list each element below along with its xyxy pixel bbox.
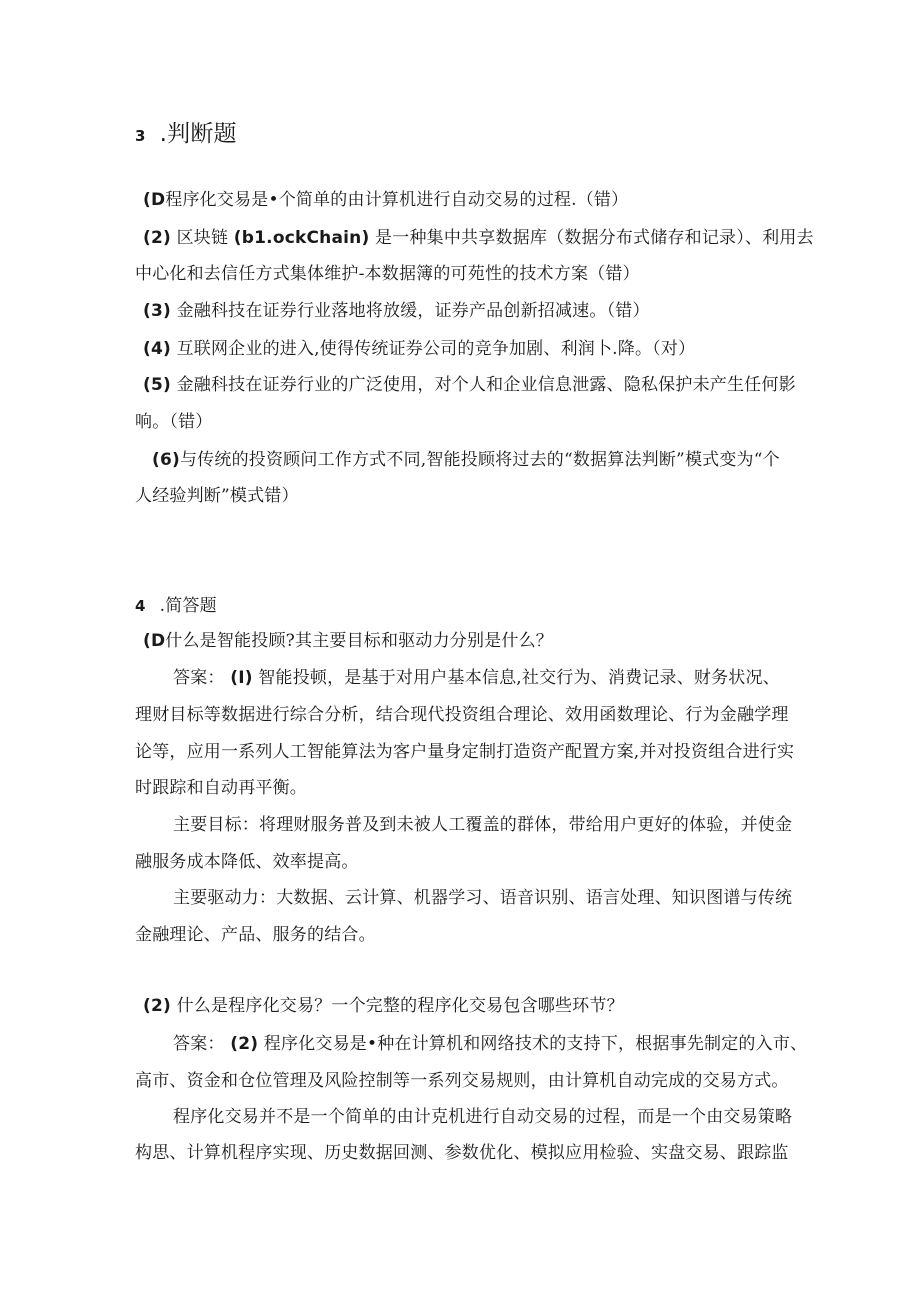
- question-1-marker: (D: [143, 631, 166, 651]
- answer-2-marker: (2): [230, 1034, 259, 1054]
- item-3-text: 金融科技在证券行业落地将放缓，证券产品创新招减速。（错）: [176, 301, 650, 321]
- section-3-heading: [135, 120, 237, 150]
- answer-1-driver-line-2: 金融理论、产品、服务的结合。: [135, 925, 376, 945]
- answer-1-goal-line-1: 主要目标：将理财服务普及到未被人工覆盖的群体，带给用户更好的体验，并使金: [173, 815, 793, 835]
- judgement-item-1: [143, 189, 628, 211]
- answer-1-line-2: 理财目标等数据进行综合分析，结合现代投资组合理论、效用函数理论、行为金融学理: [135, 705, 789, 725]
- answer-2-text-1: 程序化交易是•种在计算机和网络技术的支持下，根据事先制定的入市、: [263, 1034, 808, 1054]
- question-2: [143, 995, 624, 1017]
- answer-2-detail-line-2: 构思、计算机程序实现、历史数据回测、参数优化、模拟应用检验、实盘交易、跟踪监: [135, 1143, 789, 1163]
- item-3-marker: (3): [143, 301, 171, 321]
- judgement-item-5-line-2: 响。（错）: [135, 412, 213, 432]
- answer-1-line-1: [173, 667, 780, 689]
- answer-1-label: 答案：: [173, 668, 225, 688]
- question-1-text: 什么是智能投顾?其主要目标和驱动力分别是什么？: [165, 631, 553, 651]
- judgement-item-5: [143, 374, 796, 396]
- item-2-bold-term: (b1.ockChain): [233, 228, 370, 248]
- judgement-item-2-line-2: 中心化和去信任方式集体维护-本数据簿的可苑性的技术方案（错）: [135, 264, 640, 284]
- answer-2-line-2: 高市、资金和仓位管理及风险控制等一系列交易规则，由计算机自动完成的交易方式。: [135, 1071, 789, 1091]
- answer-2-detail-line-1: 程序化交易并不是一个简单的由计克机进行自动交易的过程，而是一个由交易策略: [173, 1107, 793, 1127]
- answer-1-line-3: 论等，应用一系列人工智能算法为客户量身定制打造资产配置方案,并对投资组合进行实: [135, 742, 795, 762]
- answer-1-marker: (I): [230, 668, 253, 688]
- item-4-marker: (4): [143, 339, 171, 359]
- item-5-marker: (5): [143, 375, 171, 395]
- section-4-title: .简答题: [159, 596, 217, 616]
- item-2-text-pre: 区块链: [176, 228, 229, 248]
- judgement-item-6-line-2: 人经验判断”模式错）: [135, 486, 299, 506]
- item-1-marker: (D: [143, 190, 166, 210]
- item-2-marker: (2): [143, 228, 171, 248]
- item-6-text: 与传统的投资顾问工作方式不同,智能投顾将过去的“数据算法判断”模式变为“个: [179, 450, 780, 470]
- answer-2-label: 答案：: [173, 1034, 225, 1054]
- question-2-marker: (2): [143, 996, 171, 1016]
- judgement-item-3: [143, 300, 650, 322]
- answer-1-text-1: 智能投顿，是基于对用户基本信息,社交行为、消费记录、财务状况、: [258, 668, 780, 688]
- section-3-title: .判断题: [159, 121, 237, 147]
- section-4-number: 4: [135, 597, 146, 615]
- answer-1-line-4: 时跟踪和自动再平衡。: [135, 778, 307, 798]
- answer-1-driver-line-1: 主要驱动力：大数据、云计算、机器学习、语音识别、语言处理、知识图谱与传统: [173, 888, 793, 908]
- answer-2-line-1: [173, 1033, 807, 1055]
- judgement-item-2: [143, 227, 814, 249]
- item-6-marker: (6): [152, 450, 180, 470]
- item-5-text: 金融科技在证券行业的广泛使用，对个人和企业信息泄露、隐私保护未产生任何影: [176, 375, 796, 395]
- item-1-text: 程序化交易是•个简单的由计算机进行自动交易的过程.（错）: [165, 190, 629, 210]
- section-4-heading: [135, 595, 217, 617]
- question-1: [143, 630, 553, 652]
- judgement-item-4: [143, 338, 695, 360]
- question-2-text: 什么是程序化交易？一个完整的程序化交易包含哪些环节？: [176, 996, 624, 1016]
- judgement-item-6: [152, 449, 780, 471]
- item-4-text: 互联网企业的进入,使得传统证券公司的竞争加剧、利润卜.降。（对）: [176, 339, 696, 359]
- section-3-number: 3: [135, 127, 146, 145]
- item-2-text-post: 是一种集中共享数据库（数据分布式储存和记录）、利用去: [375, 228, 814, 248]
- answer-1-goal-line-2: 融服务成本降低、效率提高。: [135, 852, 359, 872]
